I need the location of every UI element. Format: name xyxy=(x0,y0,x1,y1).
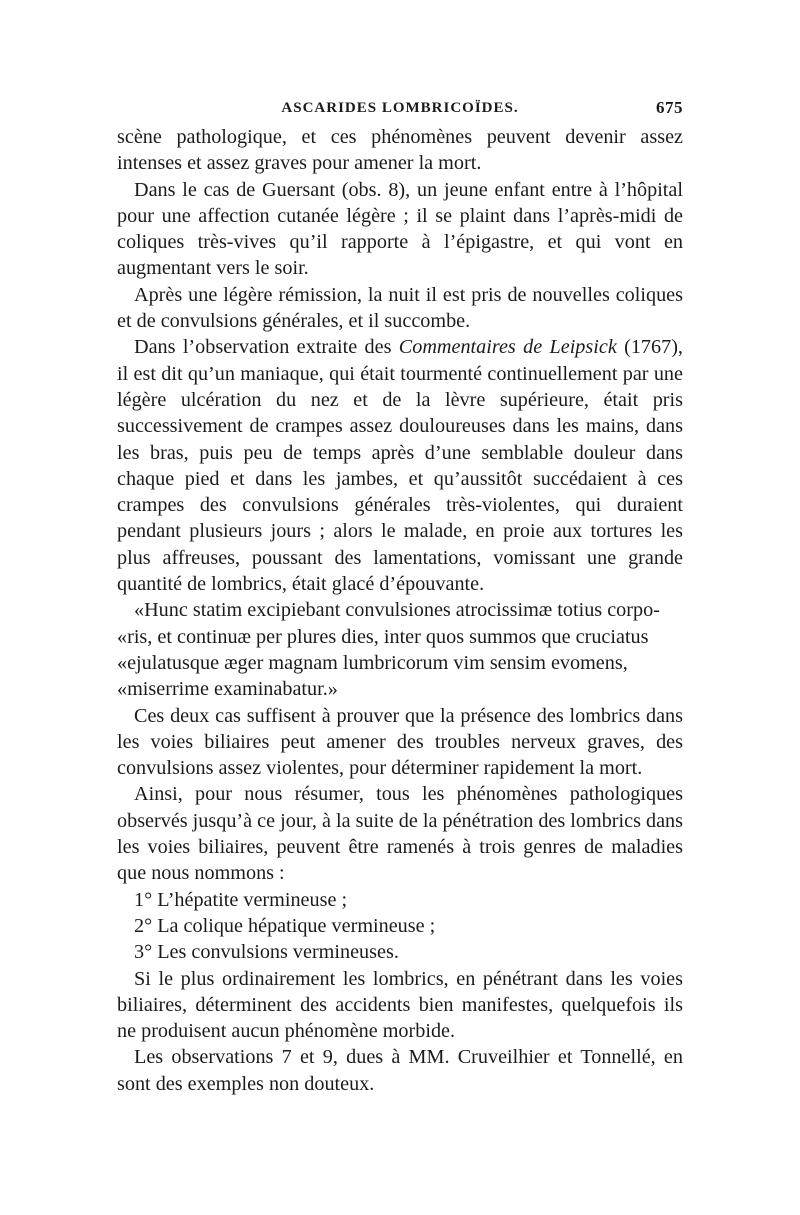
paragraph-leipsick-case xyxy=(117,334,683,597)
paragraph-no-phenomenon: Si le plus ordinairement les lombrics, en pénétrant dans les voies biliaires, déterminent des accidents bien manifestes, quelquefois ils ne produisent aucun phénomène morbide. xyxy=(117,967,683,1043)
paragraph-guersant-case: Dans le cas de Guersant (obs. 8), un jeune enfant entre à l’hôpital pour une affection cutanée légère ; il se plaint dans l’après-midi de coliques très-vives qu’il rapporte à l’épigastre, et qui vont en augmentant vers le soir. xyxy=(117,178,683,280)
quote-line: «ejulatusque æger magnam lumbricorum vim sensim evomens, xyxy=(117,651,628,674)
body-text xyxy=(117,124,683,1097)
book-page xyxy=(117,100,683,1097)
list-item: 3° Les convulsions vermineuses. xyxy=(134,941,399,964)
running-title: ASCARIDES LOMBRICOÏDES. xyxy=(281,100,519,116)
paragraph-remission: Après une légère rémission, la nuit il est pris de nouvelles coliques et de convulsions générales, et il succombe. xyxy=(117,283,683,333)
paragraph-continuation: scène pathologique, et ces phénomènes peuvent devenir assez intenses et assez graves pour amener la mort. xyxy=(117,126,683,175)
quote-line: «ris, et continuæ per plures dies, inter quos summos que cruciatus xyxy=(117,625,649,648)
paragraph-summary: Ainsi, pour nous résumer, tous les phénomènes pathologiques observés jusqu’à ce jour, à la suite de la pénétration des lombrics dans les voies biliaires, peuvent être ramenés à trois genres de maladies que nous nommons : xyxy=(117,783,683,885)
list-item: 1° L’hépatite vermineuse ; xyxy=(134,888,348,911)
disease-list xyxy=(117,887,683,966)
running-head xyxy=(117,100,683,124)
paragraph-conclusion-cases: Ces deux cas suffisent à prouver que la présence des lombrics dans les voies biliaires peut amener des troubles nerveux graves, des convulsions assez violentes, pour déterminer rapidement la mort. xyxy=(117,704,683,780)
latin-quotation xyxy=(117,597,683,702)
paragraph-examples: Les observations 7 et 9, dues à MM. Cruveilhier et Tonnellé, en sont des exemples non douteux. xyxy=(117,1046,683,1095)
leipsick-source-title: Commentaires de Leipsick xyxy=(398,336,617,359)
quote-line: «Hunc statim excipiebant convulsiones atrocissimæ totius corpo- xyxy=(134,599,660,622)
quote-line: «miserrime examinabatur.» xyxy=(117,678,338,701)
page-number: 675 xyxy=(656,98,683,117)
list-item: 2° La colique hépatique vermineuse ; xyxy=(134,914,436,937)
leipsick-body: (1767), il est dit qu’un maniaque, qui était tourmenté continuellement par une légère ulcération du nez et de la lèvre supérieure, était pris successivement de crampes assez douloureuses dans les mains, dans les bras, puis peu de temps après d’une semblable douleur dans chaque pied et dans les jambes, et qu’aussitôt succédaient à ces crampes des convulsions générales très-violentes, qui duraient pendant plusieurs jours ; alors le malade, en proie aux tortures les plus affreuses, poussant des lamentations, vomissant une grande quantité de lombrics, était glacé d’épouvante. xyxy=(117,336,683,596)
leipsick-intro: Dans l’observation extraite des xyxy=(134,336,399,359)
